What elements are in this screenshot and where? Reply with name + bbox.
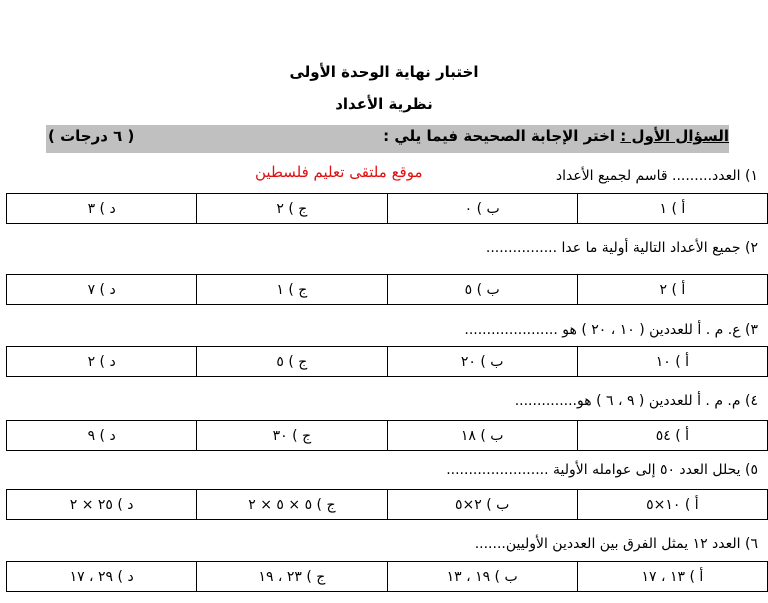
option-a[interactable]: أ ) ١٣ ، ١٧ [577, 562, 767, 591]
option-b[interactable]: ب ) ٠ [387, 194, 577, 223]
section-label-rest: اختر الإجابة الصحيحة فيما يلي : [383, 127, 621, 145]
option-b[interactable]: ب ) ١٩ ، ١٣ [387, 562, 577, 591]
option-a[interactable]: أ ) ٢ [577, 275, 767, 304]
option-d[interactable]: د ) ٣ [87, 200, 116, 217]
option-b[interactable]: ب ) ٢٠ [387, 347, 577, 376]
options-row-3 [6, 346, 768, 377]
options-row-5 [6, 489, 768, 520]
options-row-2 [6, 274, 768, 305]
question-2: ٢) جميع الأعداد التالية أولية ما عدا ................ [485, 240, 758, 256]
question-3: ٣) ع. م . أ للعددين ( ١٠ ، ٢٠ ) هو ..................... [464, 322, 758, 338]
option-d[interactable]: د ) ٢ [87, 353, 116, 370]
option-d[interactable]: د ) ٧ [87, 281, 116, 298]
option-c[interactable]: ج ) ٥ [196, 347, 386, 376]
question-6: ٦) العدد ١٢ يمثل الفرق بين العددين الأوليين....... [474, 536, 758, 552]
option-c[interactable]: ج ) ٢ [196, 194, 386, 223]
option-b[interactable]: ب ) ١٨ [387, 421, 577, 450]
section-label-underlined: السؤال الأول : [620, 127, 729, 145]
question-5: ٥) يحلل العدد ٥٠ إلى عوامله الأولية ....................... [446, 462, 758, 478]
option-d[interactable]: د ) ٢٩ ، ١٧ [69, 568, 134, 585]
option-d[interactable]: د ) ٩ [87, 427, 116, 444]
option-d[interactable]: د ) ٢٥ × ٢ [69, 496, 134, 513]
options-row-6 [6, 561, 768, 592]
section-marks: ( ٦ درجات ) [48, 127, 135, 145]
options-row-4 [6, 420, 768, 451]
option-a[interactable]: أ ) ٥٤ [577, 421, 767, 450]
option-b[interactable]: ب ) ٥ [387, 275, 577, 304]
option-c[interactable]: ج ) ٣٠ [196, 421, 386, 450]
page-title: اختبار نهاية الوحدة الأولى [289, 63, 479, 81]
section-label [383, 127, 729, 145]
option-a[interactable]: أ ) ١ [577, 194, 767, 223]
option-a[interactable]: أ ) ١٠×٥ [577, 490, 767, 519]
question-4: ٤) م. م . أ للعددين ( ٩ ، ٦ ) هو.............. [514, 393, 758, 409]
option-c[interactable]: ج ) ١ [196, 275, 386, 304]
question-1: ١) العدد......... قاسم لجميع الأعداد [555, 168, 758, 184]
watermark: موقع ملتقى تعليم فلسطين [255, 163, 423, 181]
options-row-1 [6, 193, 768, 224]
option-c[interactable]: ج ) ٢٣ ، ١٩ [196, 562, 386, 591]
option-b[interactable]: ب ) ٢×٥ [387, 490, 577, 519]
option-c[interactable]: ج ) ٥ × ٥ × ٢ [196, 490, 386, 519]
option-a[interactable]: أ ) ١٠ [577, 347, 767, 376]
page-subtitle: نظرية الأعداد [335, 95, 433, 113]
